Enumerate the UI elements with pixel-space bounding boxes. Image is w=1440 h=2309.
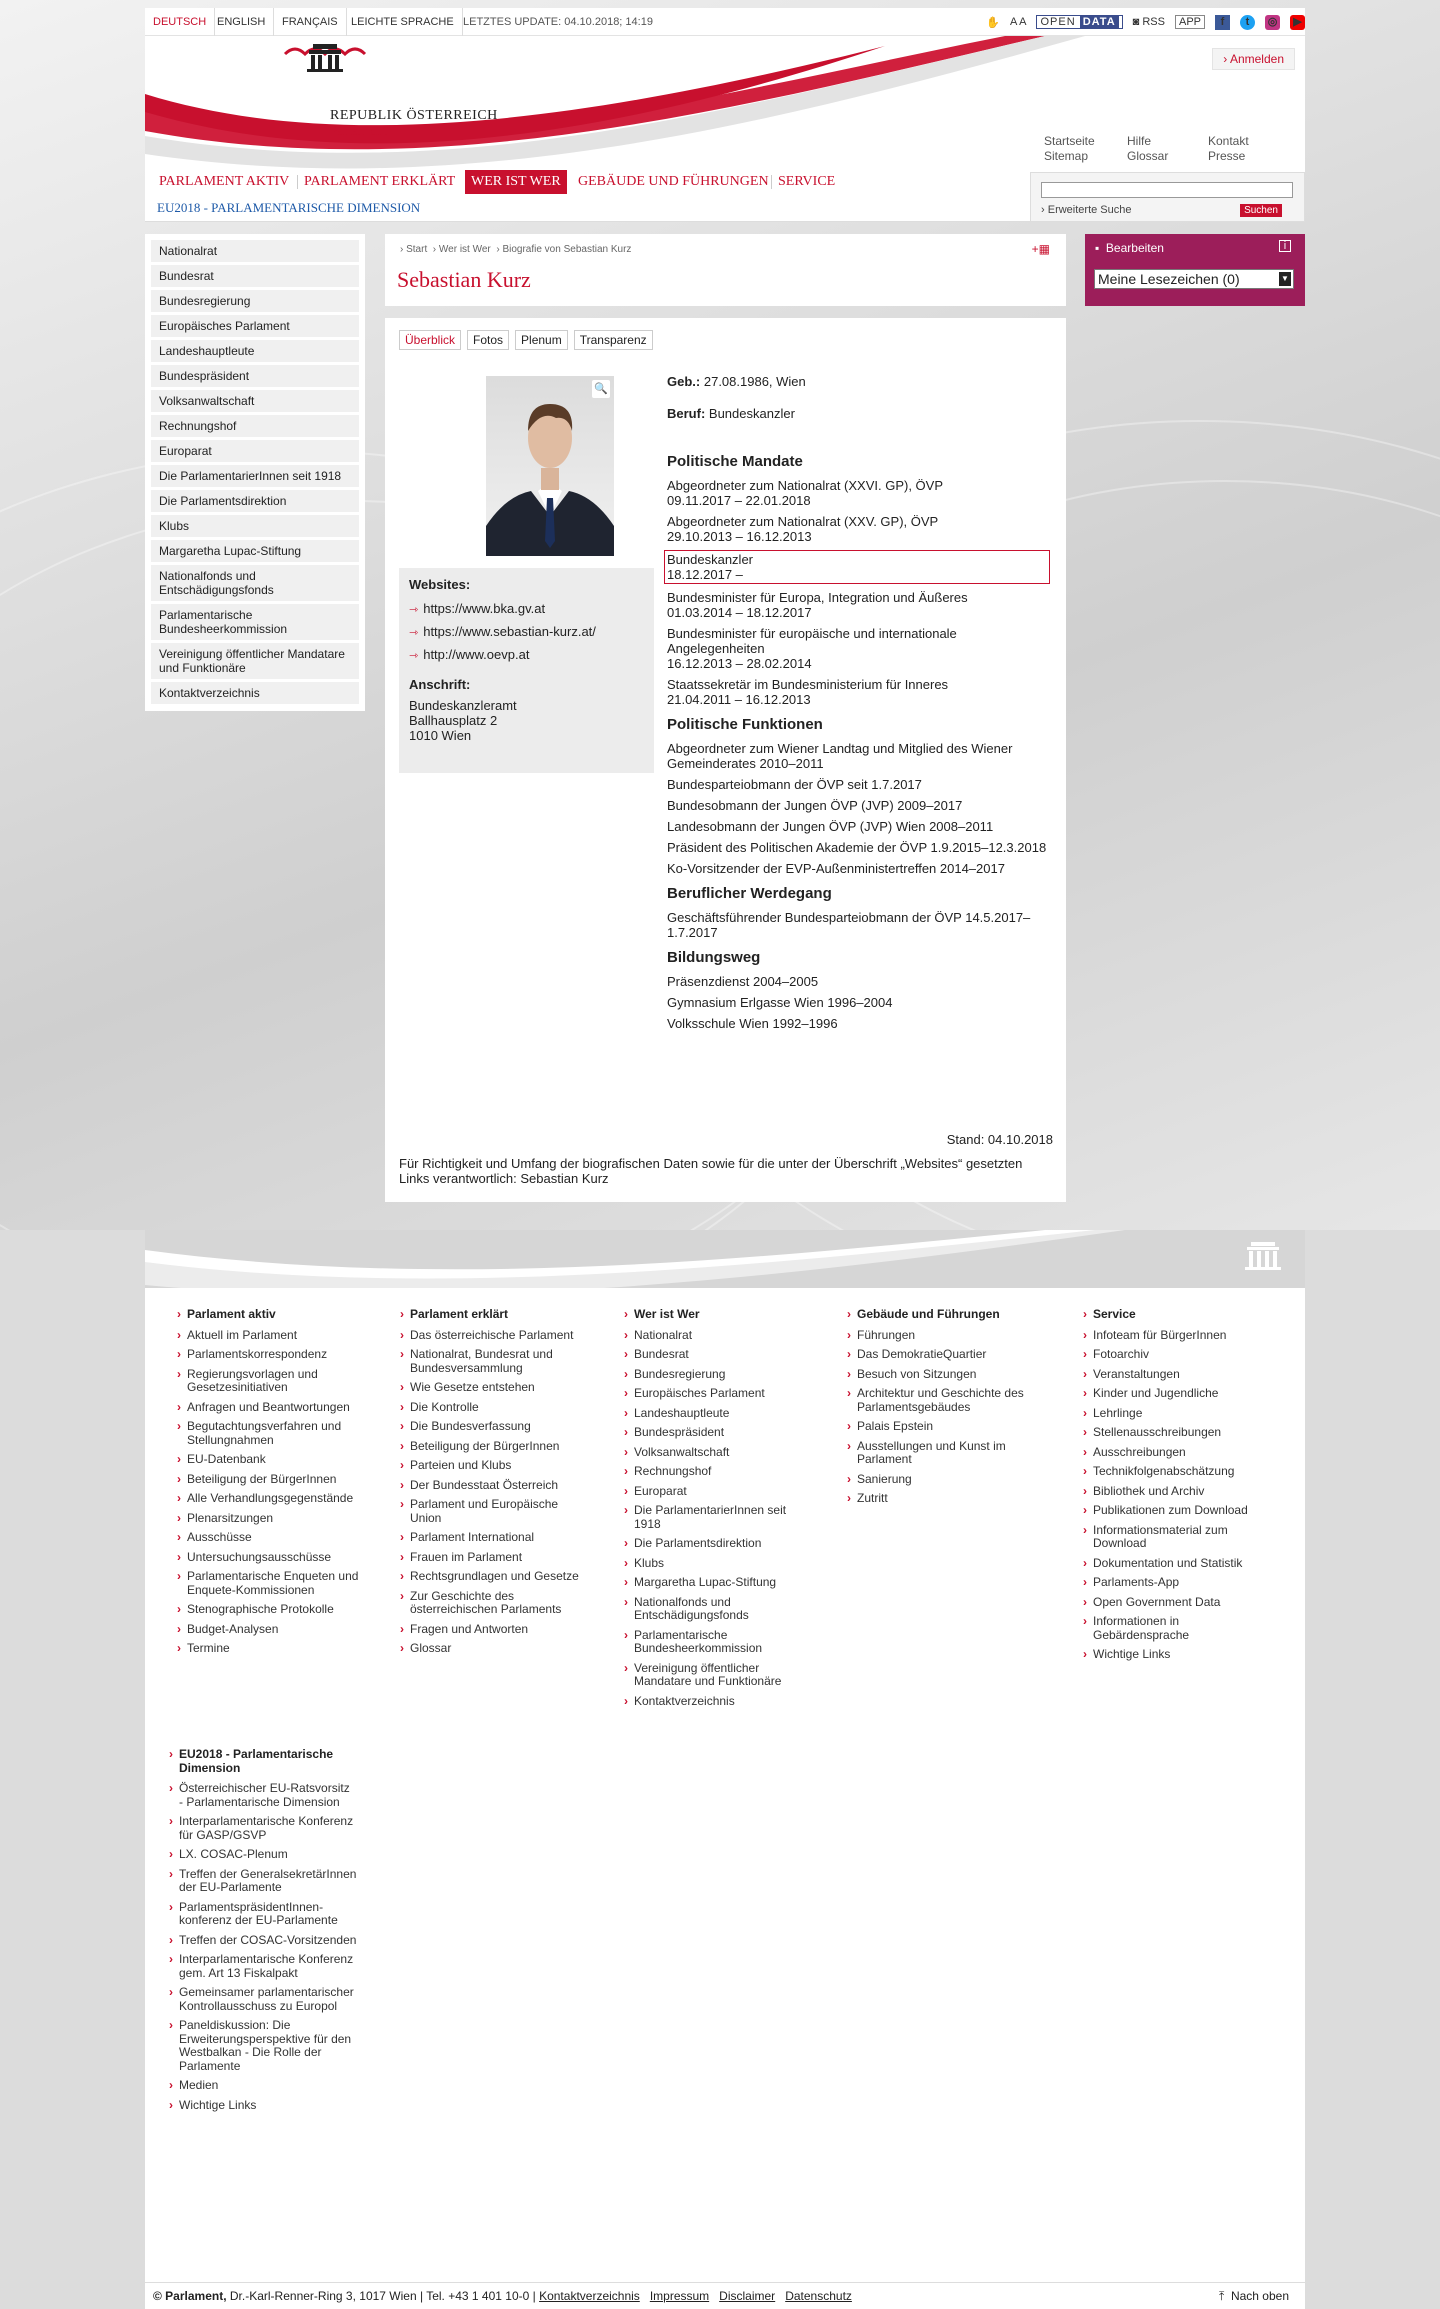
mandates-list [667, 478, 1047, 707]
external-link-icon: ⇾ [409, 627, 419, 639]
link-disclaimer[interactable]: Disclaimer [719, 2289, 776, 2303]
footer-link[interactable]: › Anfragen und Beantwortungen [175, 1401, 365, 1415]
header [145, 36, 1305, 170]
app-button[interactable]: APP [1175, 15, 1205, 29]
functions-list [667, 741, 1047, 876]
link-kontaktverzeichnis[interactable]: Kontaktverzeichnis [539, 2289, 640, 2303]
footer-link[interactable]: › Regierungsvorlagen und Gesetzesinitiativen [175, 1368, 365, 1395]
mandate-title: Abgeordneter zum Nationalrat (XXVI. GP), ÖVP [667, 478, 944, 493]
mandate-title: Bundeskanzler [667, 552, 753, 567]
footer-link[interactable]: › Alle Verhandlungsgegenstände [175, 1492, 365, 1506]
data-label: DATA [1080, 16, 1119, 28]
sidebar-item[interactable]: Europäisches Parlament [151, 315, 359, 337]
footer-link[interactable]: › LX. COSAC-Plenum [167, 1848, 357, 1862]
tab-transparenz[interactable]: Transparenz [574, 330, 653, 350]
mandate-period: 29.10.2013 – 16.12.2013 [667, 529, 812, 544]
footer-link[interactable]: › Frauen im Parlament [398, 1551, 588, 1565]
mandate-period: 21.04.2011 – 16.12.2013 [667, 692, 811, 707]
mandate-period: 18.12.2017 – [667, 567, 743, 582]
address-line: 1010 Wien [409, 728, 472, 743]
footer-link[interactable]: › Fragen und Antworten [398, 1623, 588, 1637]
footer-link[interactable]: › Parlament International [398, 1531, 588, 1545]
footer-link[interactable]: › Ausschüsse [175, 1531, 365, 1545]
open-data-label: OPEN [1040, 16, 1076, 28]
footer-link[interactable]: › Architektur und Geschichte des Parlamentsgebäudes [845, 1387, 1035, 1414]
sidebar-item[interactable]: Landeshauptleute [151, 340, 359, 362]
websites-heading: Websites: [409, 577, 471, 592]
nav-service[interactable]: SERVICE [778, 174, 836, 189]
footer-link[interactable]: › Der Bundesstaat Österreich [398, 1479, 588, 1493]
sidebar-item[interactable]: Die Parlamentsdirektion [151, 490, 359, 512]
footer-link[interactable]: › Vereinigung öffentlicher Mandatare und Funktionäre [622, 1662, 812, 1689]
footer-link[interactable]: › Nationalfonds und Entschädigungsfonds [622, 1596, 812, 1623]
footer-heading[interactable]: › Parlament erklärt [398, 1308, 588, 1322]
footer-column [845, 1308, 1035, 1512]
bookmarks-value: Meine Lesezeichen (0) [1098, 271, 1240, 287]
footer-link[interactable]: › Die Bundesverfassung [398, 1420, 588, 1434]
footer-link[interactable]: › Rechnungshof [622, 1465, 812, 1479]
job-label: Beruf: [667, 406, 706, 421]
footer-link[interactable]: › Parteien und Klubs [398, 1459, 588, 1473]
mandate-item [667, 626, 1047, 671]
footer-link[interactable]: › Termine [175, 1642, 365, 1656]
footer-heading[interactable]: › Gebäude und Führungen [845, 1308, 1035, 1322]
search-box [1030, 172, 1305, 222]
toolbar-icons [986, 14, 1305, 30]
career-list [667, 910, 1047, 940]
education-heading: Bildungsweg [667, 949, 761, 966]
arrow-up-icon: ⤒ [1218, 2289, 1225, 2303]
sidebar-item[interactable]: Europarat [151, 440, 359, 462]
footer-link[interactable]: › Informationen in Gebärdensprache [1081, 1615, 1271, 1642]
footer-link[interactable]: › Aktuell im Parlament [175, 1329, 365, 1343]
footer-link[interactable]: › Gemeinsamer parlamentarischer Kontrollausschuss zu Europol [167, 1986, 357, 2013]
footer-link[interactable]: › Nationalrat [622, 1329, 812, 1343]
mandate-period: 01.03.2014 – 18.12.2017 [667, 605, 812, 620]
advanced-search-link[interactable]: › Erweiterte Suche [1041, 204, 1132, 216]
sidebar-item[interactable]: Rechnungshof [151, 415, 359, 437]
chevron-down-icon: ▼ [1279, 272, 1291, 286]
sidebar-item[interactable]: Kontaktverzeichnis [151, 682, 359, 704]
sidebar-item[interactable]: Bundespräsident [151, 365, 359, 387]
footer-link[interactable]: › Fotoarchiv [1081, 1348, 1271, 1362]
portrait-photo[interactable] [486, 376, 614, 556]
sidebar-item[interactable]: Bundesregierung [151, 290, 359, 312]
footer-link[interactable]: › Stellenausschreibungen [1081, 1426, 1271, 1440]
footer-link[interactable]: › Stenographische Protokolle [175, 1603, 365, 1617]
footer-link[interactable]: › Parlamentarische Bundesheerkommission [622, 1629, 812, 1656]
footer-heading[interactable]: › Wer ist Wer [622, 1308, 812, 1322]
address: Dr.-Karl-Renner-Ring 3, 1017 Wien | Tel. +43 1 401 10-0 | [229, 2289, 536, 2303]
footer-link[interactable]: › Treffen der GeneralsekretärInnen der EU-Parlamente [167, 1868, 357, 1895]
footer-column [1081, 1308, 1271, 1668]
footer-link[interactable]: › Rechtsgrundlagen und Gesetze [398, 1570, 588, 1584]
footer-link[interactable]: › Landeshauptleute [622, 1407, 812, 1421]
rss-icon: ◙ [1132, 16, 1140, 28]
mandate-item [667, 590, 1047, 620]
footer-link[interactable]: › Die Kontrolle [398, 1401, 588, 1415]
facebook-icon[interactable]: f [1215, 15, 1230, 30]
footer-link[interactable]: › Das österreichische Parlament [398, 1329, 588, 1343]
website-link[interactable] [409, 644, 644, 667]
mandates-heading: Politische Mandate [667, 453, 803, 470]
profile-tabs [399, 330, 653, 350]
header-links-1 [1044, 134, 1095, 164]
footer-heading[interactable]: › Parlament aktiv [175, 1308, 365, 1322]
bottom-bar [145, 2282, 1305, 2309]
nav-parlament-erklaert[interactable]: PARLAMENT ERKLÄRT [304, 174, 456, 189]
functions-item: Landesobmann der Jungen ÖVP (JVP) Wien 2008–2011 [667, 819, 994, 834]
footer-link[interactable]: › Publikationen zum Download [1081, 1504, 1271, 1518]
footer-link[interactable]: › Zutritt [845, 1492, 1035, 1506]
birth-label: Geb.: [667, 374, 701, 389]
back-to-top-label: Nach oben [1230, 2289, 1289, 2303]
header-links-2 [1127, 134, 1168, 164]
functions-item: Ko-Vorsitzender der EVP-Außenministertreffen 2014–2017 [667, 861, 1005, 876]
sidebar-item[interactable]: Nationalfonds und Entschädigungsfonds [151, 565, 359, 601]
footer-link[interactable]: › Beteiligung der BürgerInnen [175, 1473, 365, 1487]
footer-link[interactable]: › Bundespräsident [622, 1426, 812, 1440]
zoom-icon[interactable]: 🔍 [592, 380, 610, 398]
footer-link[interactable]: › Klubs [622, 1557, 812, 1571]
education-item: Volksschule Wien 1992–1996 [667, 1016, 838, 1031]
sidebar-item[interactable]: Die ParlamentarierInnen seit 1918 [151, 465, 359, 487]
tab-plenum[interactable]: Plenum [515, 330, 568, 350]
lang-leichte-sprache[interactable]: LEICHTE SPRACHE [343, 8, 463, 36]
functions-item: Präsident des Politischen Akademie der ÖVP 1.9.2015–12.3.2018 [667, 840, 1047, 855]
crumb-start[interactable]: Start [406, 244, 428, 255]
header-links-3 [1208, 134, 1249, 164]
footer-link[interactable]: › Ausstellungen und Kunst im Parlament [845, 1440, 1035, 1467]
footer-link[interactable]: › Glossar [398, 1642, 588, 1656]
mandate-item [667, 677, 1047, 707]
sidebar-item[interactable]: Parlamentarische Bundesheerkommission [151, 604, 359, 640]
footer-link[interactable]: › Wichtige Links [1081, 1648, 1271, 1662]
footer-link[interactable]: › Nationalrat, Bundesrat und Bundesversammlung [398, 1348, 588, 1375]
footer-heading[interactable]: › Service [1081, 1308, 1271, 1322]
search-button[interactable]: Suchen [1240, 204, 1282, 217]
footer-link[interactable]: › Veranstaltungen [1081, 1368, 1271, 1382]
functions-item: Bundesobmann der Jungen ÖVP (JVP) 2009–2017 [667, 798, 963, 813]
footer-link[interactable]: › Parlamentskorrespondenz [175, 1348, 365, 1362]
job-info [667, 406, 1047, 421]
footer-column [167, 1748, 357, 2118]
bookmarks-box [1085, 234, 1305, 306]
sidebar-item[interactable]: Vereinigung öffentlicher Mandatare und Funktionäre [151, 643, 359, 679]
nav-eu2018[interactable]: EU2018 - PARLAMENTARISCHE DIMENSION [157, 200, 421, 215]
open-data-button[interactable] [1036, 15, 1122, 29]
tab-ueberblick[interactable]: Überblick [399, 330, 461, 350]
bookmark-add-icon[interactable]: +▦ [1031, 242, 1050, 256]
mandate-title: Bundesminister für europäische und internationale Angelegenheiten [667, 626, 957, 656]
portrait-image [486, 376, 614, 556]
footer-link[interactable]: › Interparlamentarische Konferenz gem. Art 13 Fiskalpakt [167, 1953, 357, 1980]
footer-link[interactable]: › Technikfolgenabschätzung [1081, 1465, 1271, 1479]
footer-link[interactable]: › Open Government Data [1081, 1596, 1271, 1610]
footer-link[interactable]: › Österreichischer EU-Ratsvorsitz - Parlamentarische Dimension [167, 1782, 357, 1809]
biography-content [385, 318, 1066, 1202]
link-glossar[interactable]: Glossar [1127, 149, 1169, 163]
link-datenschutz[interactable]: Datenschutz [785, 2289, 852, 2303]
top-bar [145, 8, 1305, 36]
lang-francais[interactable]: FRANÇAIS [274, 8, 347, 36]
footer-link[interactable]: › Zur Geschichte des österreichischen Parlaments [398, 1590, 588, 1617]
lang-deutsch[interactable]: DEUTSCH [145, 8, 215, 36]
website-url: https://www.bka.gv.at [423, 601, 546, 616]
footer-link[interactable]: › Dokumentation und Statistik [1081, 1557, 1271, 1571]
footer-link[interactable]: › Bundesregierung [622, 1368, 812, 1382]
edit-label: Bearbeiten [1105, 241, 1164, 255]
last-updated: Stand: 04.10.2018 [946, 1132, 1053, 1147]
footer-link[interactable]: › Führungen [845, 1329, 1035, 1343]
birth-value: 27.08.1986, Wien [703, 374, 806, 389]
external-link-icon: ⇾ [409, 650, 419, 662]
nav-gebaeude-fuehrungen[interactable]: GEBÄUDE UND FÜHRUNGEN [578, 174, 769, 189]
footer-link[interactable]: › Kontaktverzeichnis [622, 1695, 812, 1709]
footer-link[interactable]: › Die Parlamentsdirektion [622, 1537, 812, 1551]
nav-wer-ist-wer[interactable]: WER IST WER [465, 170, 567, 194]
tab-fotos[interactable]: Fotos [467, 330, 509, 350]
sidebar-item[interactable]: Margaretha Lupac-Stiftung [151, 540, 359, 562]
info-icon[interactable]: i [1279, 240, 1291, 252]
footer-link[interactable]: › Wie Gesetze entstehen [398, 1381, 588, 1395]
footer-heading[interactable]: › EU2018 - Parlamentarische Dimension [167, 1748, 357, 1775]
footer-link[interactable]: › Die ParlamentarierInnen seit 1918 [622, 1504, 812, 1531]
rss-label: RSS [1142, 16, 1165, 28]
instagram-icon[interactable]: ◎ [1265, 15, 1280, 30]
mandate-period: 16.12.2013 – 28.02.2014 [667, 656, 812, 671]
footer-link[interactable]: › Sanierung [845, 1473, 1035, 1487]
footer-swoosh [145, 1230, 1305, 1288]
footer-link[interactable]: › Margaretha Lupac-Stiftung [622, 1576, 812, 1590]
job-value: Bundeskanzler [708, 406, 795, 421]
functions-item: Bundesparteiobmann der ÖVP seit 1.7.2017 [667, 777, 922, 792]
footer-link[interactable]: › Lehrlinge [1081, 1407, 1271, 1421]
footer-column [622, 1308, 812, 1714]
footer-link[interactable]: › ParlamentspräsidentInnen-konferenz der EU-Parlamente [167, 1901, 357, 1928]
footer-link[interactable]: › Beteiligung der BürgerInnen [398, 1440, 588, 1454]
footer-link[interactable]: › Infoteam für BürgerInnen [1081, 1329, 1271, 1343]
footer-link[interactable]: › EU-Datenbank [175, 1453, 365, 1467]
crumb-current: Biografie von Sebastian Kurz [502, 244, 632, 255]
footer-link[interactable]: › Treffen der COSAC-Vorsitzenden [167, 1934, 357, 1948]
footer-link[interactable]: › Interparlamentarische Konferenz für GASP/GSVP [167, 1815, 357, 1842]
login-label: Anmelden [1229, 52, 1284, 66]
youtube-icon[interactable]: ▶ [1290, 15, 1305, 30]
footer-logo-icon [1245, 1242, 1281, 1270]
website-link[interactable] [409, 598, 644, 621]
mandate-period: 09.11.2017 – 22.01.2018 [667, 493, 811, 508]
mandate-item [667, 478, 1047, 508]
footer-link[interactable]: › Europarat [622, 1485, 812, 1499]
footer-link[interactable]: › Besuch von Sitzungen [845, 1368, 1035, 1382]
footer-link[interactable]: › Informationsmaterial zum Download [1081, 1524, 1271, 1551]
advanced-search-label: Erweiterte Suche [1047, 204, 1132, 216]
back-to-top[interactable] [1219, 2283, 1289, 2309]
website-url: https://www.sebastian-kurz.at/ [423, 624, 596, 639]
footer-link[interactable]: › Medien [167, 2079, 357, 2093]
footer-link[interactable]: › Untersuchungsausschüsse [175, 1551, 365, 1565]
education-item: Präsenzdienst 2004–2005 [667, 974, 819, 989]
education-item: Gymnasium Erlgasse Wien 1996–2004 [667, 995, 893, 1010]
footer-link[interactable]: › Plenarsitzungen [175, 1512, 365, 1526]
link-sitemap[interactable]: Sitemap [1044, 149, 1089, 163]
crumb-wer-ist-wer[interactable]: Wer ist Wer [438, 244, 491, 255]
search-input[interactable] [1041, 182, 1293, 198]
font-size-toggle[interactable]: A A [1009, 16, 1027, 28]
link-startseite[interactable]: Startseite [1044, 134, 1095, 148]
sidebar-item[interactable]: Klubs [151, 515, 359, 537]
sidebar-item[interactable]: Nationalrat [151, 240, 359, 262]
address-line: Bundeskanzleramt [409, 698, 517, 713]
footer-link[interactable]: › Parlament und Europäische Union [398, 1498, 588, 1525]
lang-english[interactable]: ENGLISH [209, 8, 274, 36]
footer-link[interactable]: › Europäisches Parlament [622, 1387, 812, 1401]
logo-text[interactable] [330, 108, 498, 140]
mandate-item [667, 514, 1047, 544]
footer-link[interactable]: › Volksanwaltschaft [622, 1446, 812, 1460]
link-hilfe[interactable]: Hilfe [1127, 134, 1152, 148]
mandate-item [664, 550, 1050, 584]
career-heading: Beruflicher Werdegang [667, 885, 832, 902]
link-impressum[interactable]: Impressum [649, 2289, 710, 2303]
website-link[interactable] [409, 621, 644, 644]
footer-link[interactable]: › Das DemokratieQuartier [845, 1348, 1035, 1362]
logo-title: REPUBLIK ÖSTERREICH [330, 108, 498, 123]
footer-link[interactable]: › Bundesrat [622, 1348, 812, 1362]
address-heading: Anschrift: [409, 677, 471, 692]
edit-toggle[interactable]: ▪ Bearbeiten [1095, 241, 1164, 255]
website-url: http://www.oevp.at [423, 647, 530, 662]
footer-link[interactable]: › Parlamentarische Enqueten und Enquete-Kommissionen [175, 1570, 365, 1597]
last-update: LETZTES UPDATE: 04.10.2018; 14:19 [463, 16, 653, 28]
footer-link[interactable]: › Begutachtungsverfahren und Stellungnahmen [175, 1420, 365, 1447]
twitter-icon[interactable]: t [1240, 15, 1255, 30]
biography-details [667, 374, 1047, 1037]
footer-link[interactable]: › Paneldiskussion: Die Erweiterungsperspektive für den Westbalkan - Die Rolle der Parlamente [167, 2019, 357, 2073]
login-button[interactable]: › Anmelden [1212, 48, 1295, 70]
footer-column [175, 1308, 365, 1662]
copyright: © Parlament, [153, 2289, 227, 2303]
career-item: Geschäftsführender Bundesparteiobmann der ÖVP 14.5.2017–1.7.2017 [667, 910, 1031, 940]
mandate-title: Bundesminister für Europa, Integration und Äußeres [667, 590, 968, 605]
bookmarks-select[interactable] [1094, 269, 1294, 289]
external-link-icon: ⇾ [409, 604, 419, 616]
footer-link[interactable]: › Bibliothek und Archiv [1081, 1485, 1271, 1499]
breadcrumb: › Start › Wer ist Wer › Biografie von Sebastian Kurz [400, 244, 632, 255]
footer-link[interactable]: › Ausschreibungen [1081, 1446, 1271, 1460]
link-kontakt[interactable]: Kontakt [1208, 134, 1249, 148]
link-presse[interactable]: Presse [1208, 149, 1246, 163]
footer-column [398, 1308, 588, 1662]
contact-box [399, 568, 654, 773]
mandate-title: Abgeordneter zum Nationalrat (XXV. GP), ÖVP [667, 514, 939, 529]
address-line: Ballhausplatz 2 [409, 713, 498, 728]
functions-item: Abgeordneter zum Wiener Landtag und Mitglied des Wiener Gemeinderates 2010–2011 [667, 741, 1013, 771]
left-sidebar [145, 234, 365, 711]
functions-heading: Politische Funktionen [667, 716, 823, 733]
logo-subtitle: Parlament [330, 124, 387, 139]
page-title: Sebastian Kurz [397, 267, 531, 292]
nav-parlament-aktiv[interactable]: PARLAMENT AKTIV [159, 174, 290, 189]
footer-link[interactable]: › Kinder und Jugendliche [1081, 1387, 1271, 1401]
footer-link[interactable]: › Wichtige Links [167, 2099, 357, 2113]
footer-link[interactable]: › Budget-Analysen [175, 1623, 365, 1637]
disclaimer-text: Für Richtigkeit und Umfang der biografischen Daten sowie für die unter der Überschrift „Websites“ gesetzten Links verantwortlich: Sebastian Kurz [399, 1156, 1023, 1186]
birth-info [667, 374, 1047, 389]
rss-link[interactable] [1133, 16, 1165, 28]
education-list [667, 974, 1047, 1031]
sign-language-icon[interactable]: ✋ [986, 16, 1000, 29]
title-box [385, 234, 1066, 306]
footer-sitemap [145, 1288, 1305, 2282]
footer-link[interactable]: › Parlaments-App [1081, 1576, 1271, 1590]
mandate-title: Staatssekretär im Bundesministerium für Inneres [667, 677, 949, 692]
sidebar-item[interactable]: Bundesrat [151, 265, 359, 287]
footer-banner [145, 1230, 1305, 1288]
footer-link[interactable]: › Palais Epstein [845, 1420, 1035, 1434]
sidebar-item[interactable]: Volksanwaltschaft [151, 390, 359, 412]
